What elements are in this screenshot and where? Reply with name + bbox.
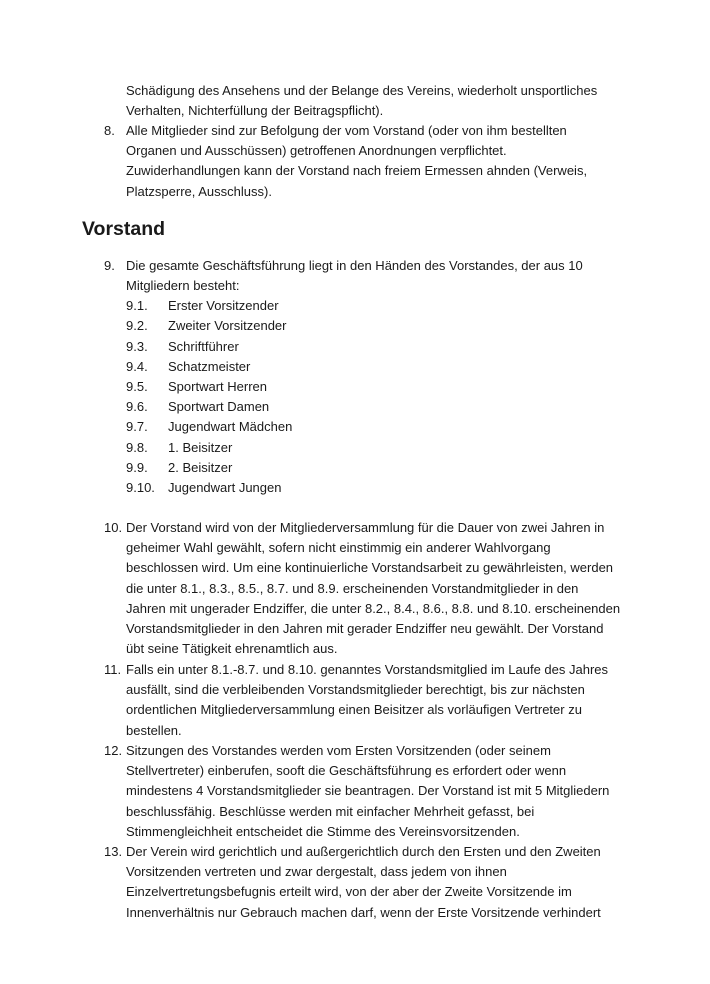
sub-item-number: 9.2. — [126, 318, 148, 333]
text-line: Vorsitzenden vertreten und zwar dergestalt, dass jedem von ihnen — [126, 864, 507, 880]
text-line: beschlussfähig. Beschlüsse werden mit einfacher Mehrheit gefasst, bei — [126, 803, 535, 819]
text-line: Innenverhältnis nur Gebrauch machen darf, wenn der Erste Vorsitzende verhindert — [126, 904, 601, 920]
sub-item-number: 9.5. — [126, 379, 148, 394]
sub-item-number: 9.4. — [126, 359, 148, 374]
sub-item-label: Erster Vorsitzender — [168, 298, 279, 313]
text-line: Der Verein wird gerichtlich und außergerichtlich durch den Ersten und den Zweiten — [126, 844, 601, 859]
item-10-paragraph — [126, 518, 636, 659]
text-line: ausfällt, sind die verbleibenden Vorstandsmitglieder berechtigt, bis zur nächsten — [126, 682, 585, 698]
sub-item-number: 9.10. — [126, 480, 155, 495]
sub-item-label: 1. Beisitzer — [168, 440, 233, 455]
item-8-paragraph — [126, 121, 636, 202]
text-line: Sitzungen des Vorstandes werden vom Ersten Vorsitzenden (oder seinem — [126, 743, 551, 758]
sub-item-number: 9.7. — [126, 419, 148, 434]
item-11-paragraph — [126, 660, 636, 741]
item-number: 12. — [104, 743, 123, 758]
text-line: übt seine Tätigkeit ehrenamtlich aus. — [126, 641, 338, 657]
text-line: Die gesamte Geschäftsführung liegt in den Händen des Vorstandes, der aus 10 — [126, 258, 583, 273]
text-line: ordentlichen Mitgliederversammlung einen Beisitzer als vorläufigen Vertreter zu — [126, 702, 582, 718]
text-line: Alle Mitglieder sind zur Befolgung der vom Vorstand (oder von ihm bestellten — [126, 123, 567, 138]
sub-item-label: Sportwart Herren — [168, 379, 267, 394]
item-number: 9. — [104, 258, 115, 273]
sub-item-number: 9.1. — [126, 298, 148, 313]
text-line: Verhalten, Nichterfüllung der Beitragspflicht). — [126, 103, 384, 119]
item-number: 13. — [104, 844, 123, 859]
text-line: Organen und Ausschüssen) getroffenen Anordnungen verpflichtet. — [126, 143, 507, 159]
text-line: Einzelvertretungsbefugnis erteilt wird, von der aber der Zweite Vorsitzende im — [126, 884, 572, 900]
text-line: Zuwiderhandlungen kann der Vorstand nach freiem Ermessen ahnden (Verweis, — [126, 163, 588, 179]
text-line: Schädigung des Ansehens und der Belange des Vereins, wiederholt unsportliches — [126, 83, 598, 98]
item-12-paragraph — [126, 741, 636, 842]
text-line: die unter 8.1., 8.3., 8.5., 8.7. und 8.9. erscheinenden Vorstandmitglieder in den — [126, 580, 579, 596]
sub-item-label: 2. Beisitzer — [168, 460, 233, 475]
sub-item-number: 9.6. — [126, 399, 148, 414]
text-line: bestellen. — [126, 722, 182, 738]
text-line: geheimer Wahl gewählt, sofern nicht einstimmig ein anderer Wahlvorgang — [126, 540, 551, 556]
sub-item-label: Schatzmeister — [168, 359, 251, 374]
sub-item-label: Jugendwart Jungen — [168, 480, 282, 495]
text-line: beschlossen wird. Um eine kontinuierliche Vorstandsarbeit zu gewährleisten, werden — [126, 560, 614, 576]
text-line: Jahren mit ungerader Endziffer, die unter 8.2., 8.4., 8.6., 8.8. und 8.10. erscheinenden — [126, 600, 621, 616]
sub-item-label: Sportwart Damen — [168, 399, 270, 414]
text-line: Falls ein unter 8.1.-8.7. und 8.10. genanntes Vorstandsmitglied im Laufe des Jahres — [126, 662, 609, 677]
continuation-paragraph — [126, 81, 636, 121]
sub-item-number: 9.9. — [126, 460, 148, 475]
sub-item-label: Zweiter Vorsitzender — [168, 318, 287, 333]
text-line: Stellvertreter) einberufen, sooft die Geschäftsführung es erfordert oder wenn — [126, 763, 567, 779]
text-line: Mitgliedern besteht: — [126, 278, 240, 294]
sub-item-label: Jugendwart Mädchen — [168, 419, 293, 434]
text-line: Der Vorstand wird von der Mitgliederversammlung für die Dauer von zwei Jahren in — [126, 520, 605, 535]
item-9-paragraph — [126, 256, 636, 296]
item-number: 11. — [104, 662, 122, 677]
sub-item-number: 9.3. — [126, 339, 148, 354]
item-number: 8. — [104, 123, 115, 138]
item-number: 10. — [104, 520, 123, 535]
section-heading: Vorstand — [82, 218, 166, 240]
text-line: mindestens 4 Vorstandsmitglieder sie beantragen. Der Vorstand ist mit 5 Mitgliedern — [126, 783, 610, 799]
item-13-paragraph — [126, 842, 636, 923]
text-line: Platzsperre, Ausschluss). — [126, 183, 272, 199]
text-line: Vorstandsmitglieder in den Jahren mit gerader Endziffer neu gewählt. Der Vorstand — [126, 621, 604, 637]
sub-item-number: 9.8. — [126, 440, 148, 455]
sub-item-label: Schriftführer — [168, 339, 239, 354]
text-line: Stimmengleichheit entscheidet die Stimme des Vereinsvorsitzenden. — [126, 823, 520, 839]
